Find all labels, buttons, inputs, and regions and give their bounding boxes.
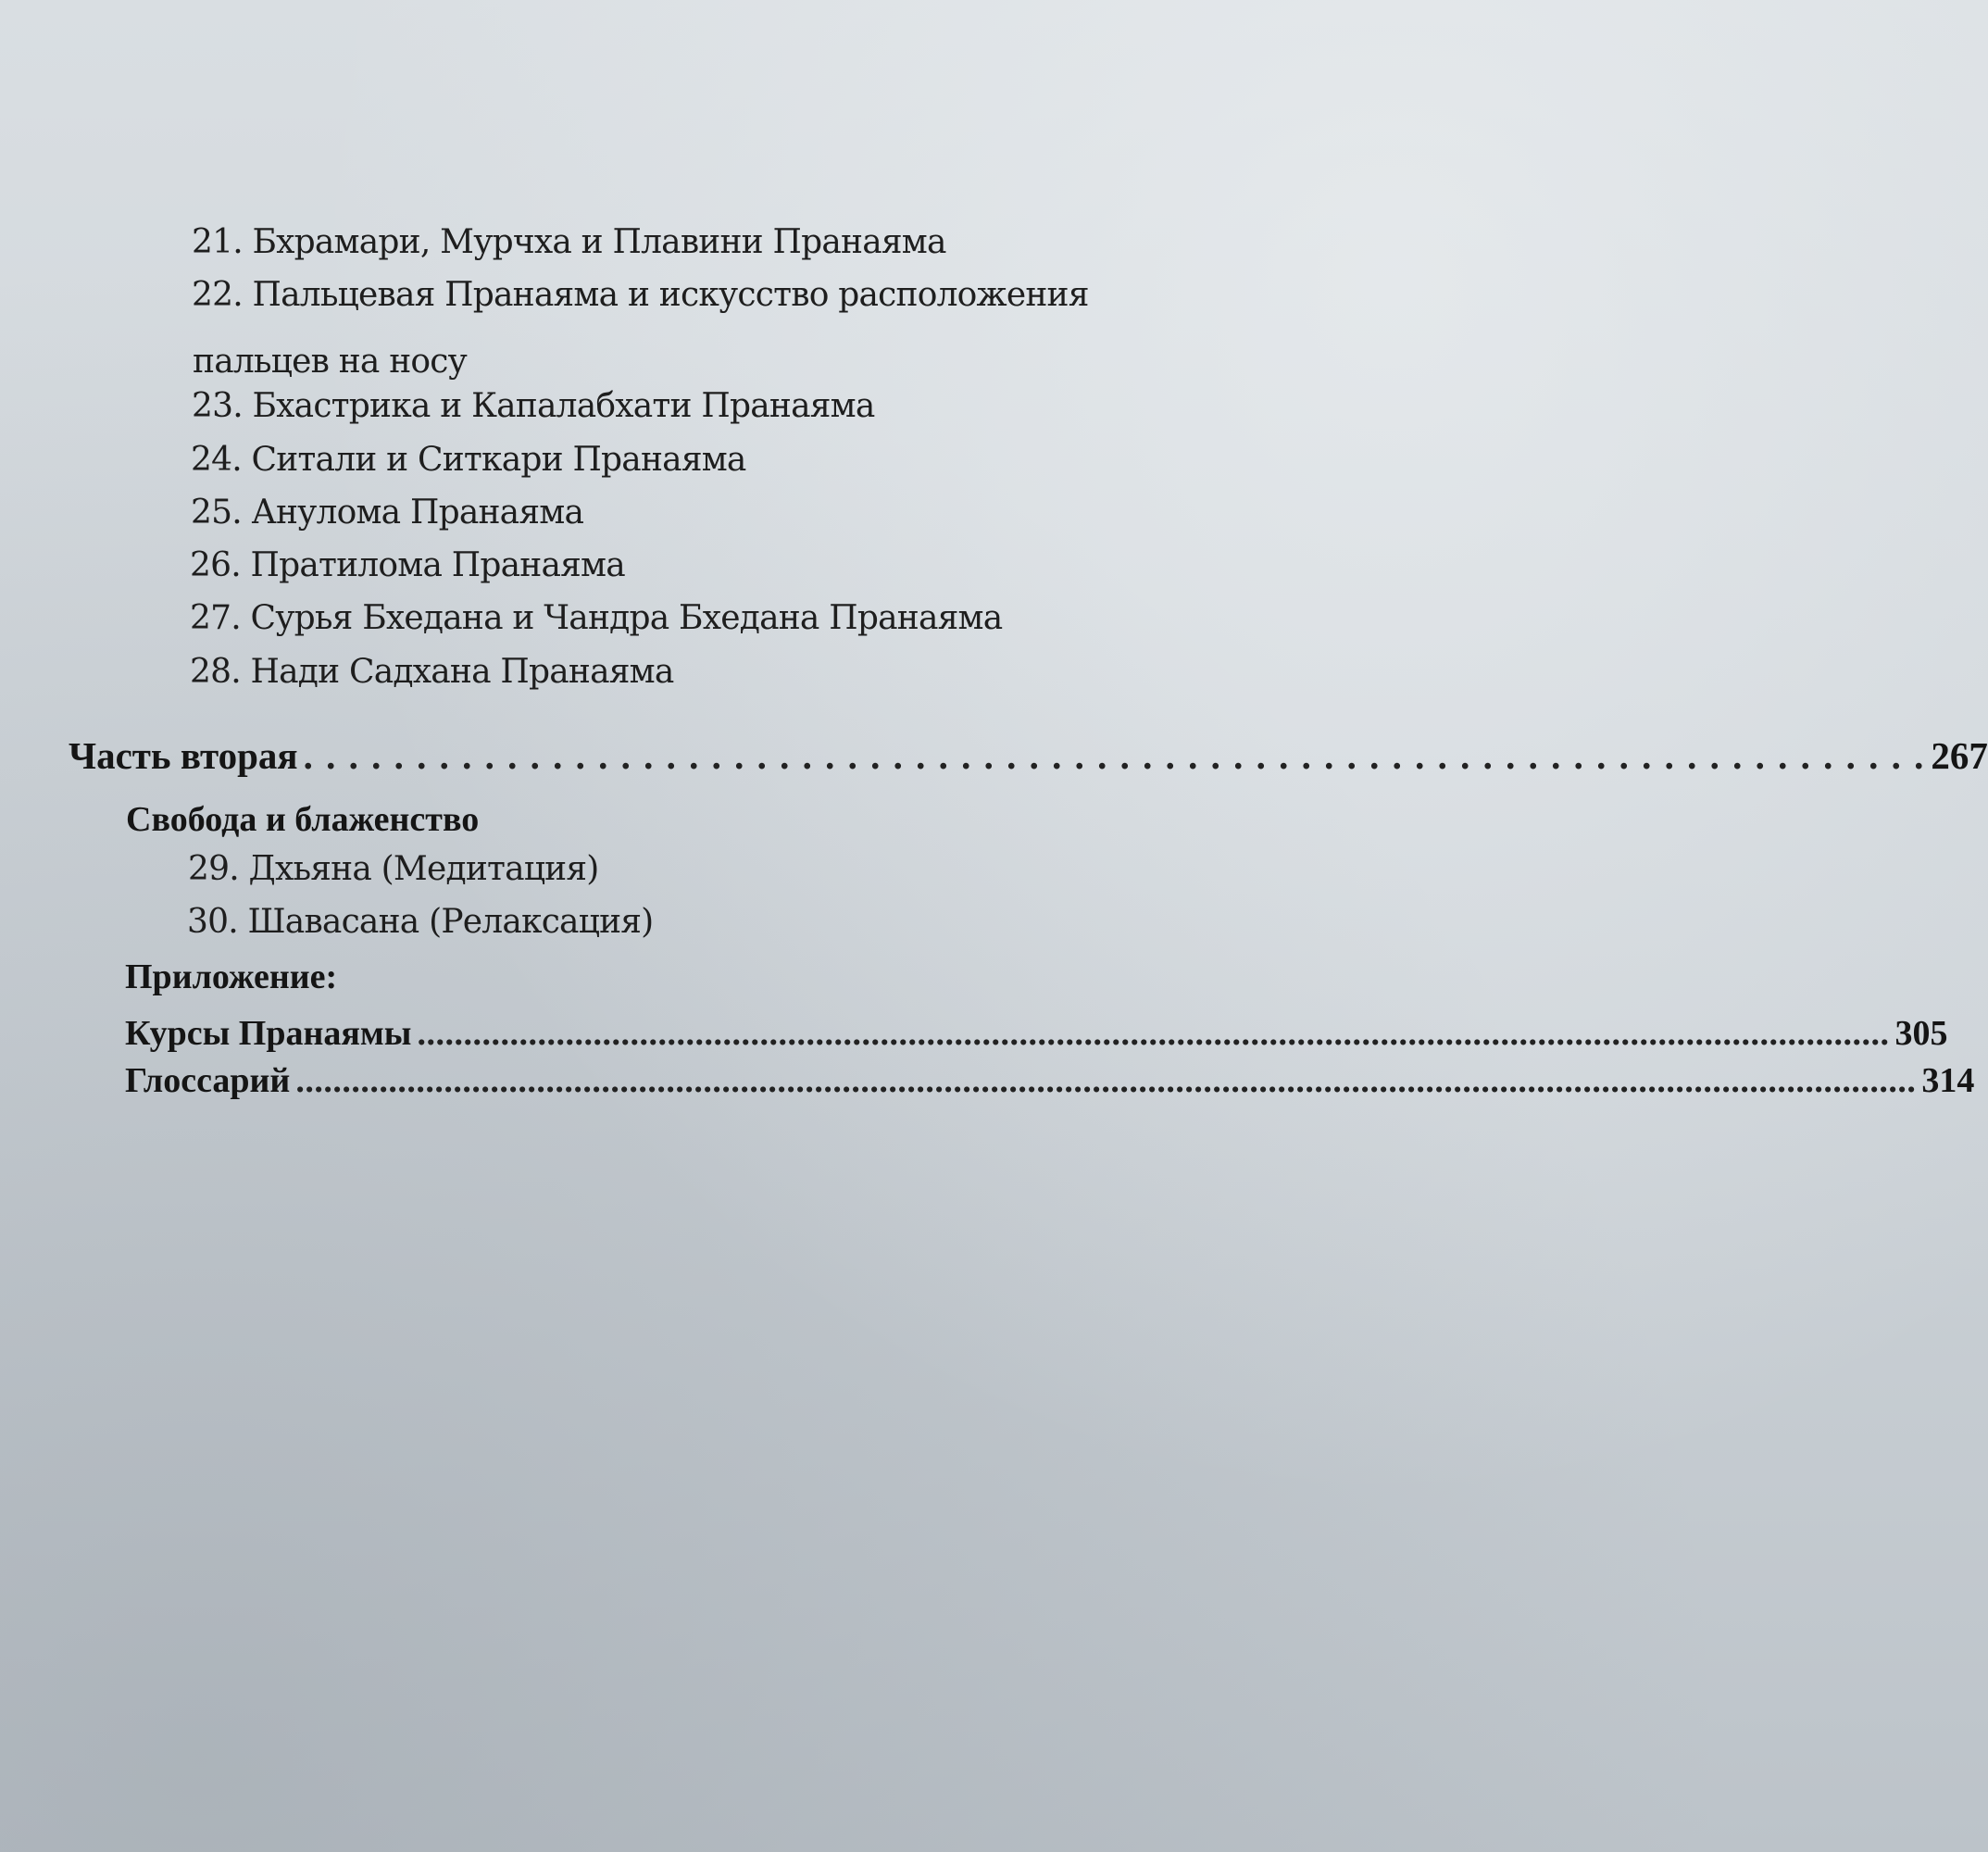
toc-item-22: 22. Пальцевая Пранаяма и искусство расположения xyxy=(192,276,1089,314)
toc-item-24: 24. Ситали и Ситкари Пранаяма xyxy=(191,441,746,479)
toc-item-26: 26. Пратилома Пранаяма xyxy=(190,546,625,584)
appendix-entry-title: Курсы Пранаямы xyxy=(125,1014,412,1053)
dot-leader: ............................................................................................................................................................... xyxy=(417,1014,1890,1053)
appendix-entry-page: 305 xyxy=(1894,1014,1948,1053)
dot-leader: . . . . . . . . . . . . . . . . . . . . . . . . . . . . . . . . . . . . . . . . . . . . . . . . . . . . . . . . . . . . . . . . . . . . . . . . xyxy=(303,734,1926,777)
dot-leader: ............................................................................................................................................................................... xyxy=(295,1061,1917,1100)
part-two-entry xyxy=(69,733,1988,778)
section-title: Свобода и блаженство xyxy=(126,800,480,839)
toc-item-23: 23. Бхастрика и Капалабхати Пранаяма xyxy=(192,387,875,425)
appendix-entry-courses xyxy=(125,1013,1948,1054)
toc-item-28: 28. Нади Садхана Пранаяма xyxy=(190,653,674,691)
part-two-title: Часть вторая xyxy=(69,734,298,777)
appendix-entry-glossary xyxy=(125,1060,1975,1101)
appendix-entry-title: Глоссарий xyxy=(125,1061,291,1100)
toc-item-27: 27. Сурья Бхедана и Чандра Бхедана Пранаяма xyxy=(190,599,1003,637)
toc-item-21: 21. Бхрамари, Мурчха и Плавини Пранаяма xyxy=(192,223,946,261)
appendix-label: Приложение: xyxy=(125,957,338,996)
toc-item-30: 30. Шавасана (Релаксация) xyxy=(187,903,654,941)
appendix-entry-page: 314 xyxy=(1921,1061,1975,1100)
toc-item-25: 25. Анулома Пранаяма xyxy=(191,494,584,532)
part-two-page: 267 xyxy=(1931,734,1988,777)
toc-item-29: 29. Дхьяна (Медитация) xyxy=(188,850,599,888)
toc-item-22-continuation: пальцев на носу xyxy=(193,343,468,381)
